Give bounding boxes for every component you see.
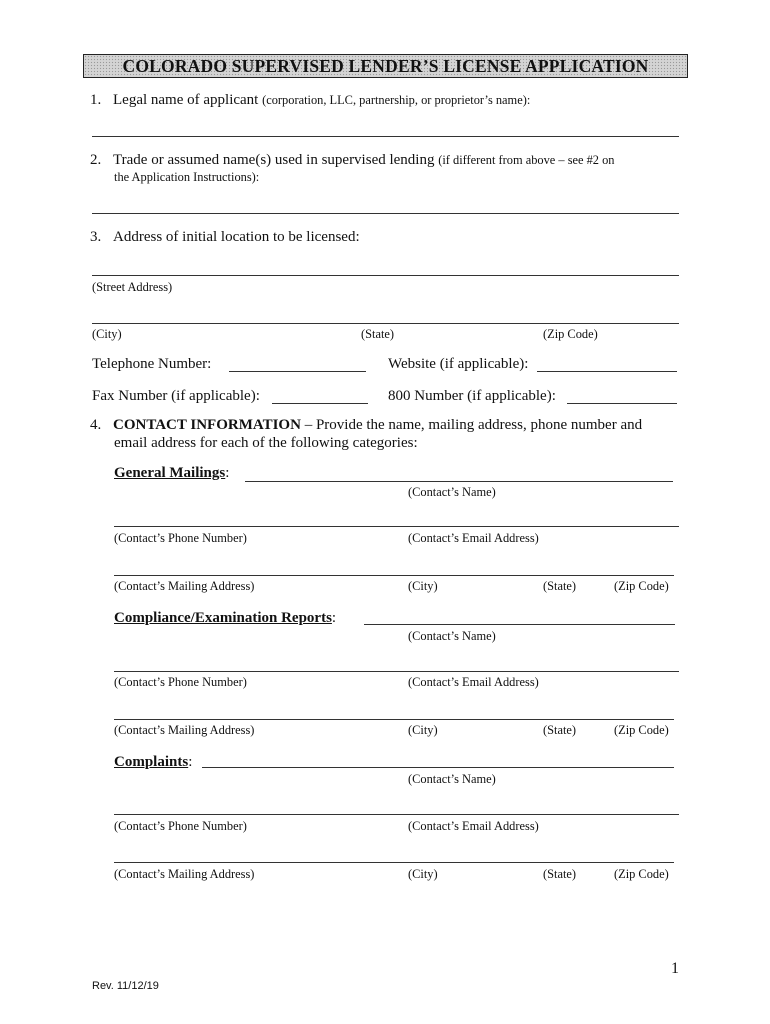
tollfree-label: 800 Number (if applicable): [388,388,556,404]
question-3-label [90,229,360,246]
question-4-label [90,417,642,434]
telephone-field[interactable] [229,371,366,372]
compliance-address-field[interactable] [114,719,674,720]
contact-mailing-label: (Contact’s Mailing Address) [114,723,255,737]
question-4-number: 4. [90,417,102,433]
general-mailings-phone-email-field[interactable] [114,526,679,527]
category-compliance-reports: Compliance/Examination Reports: [114,610,337,626]
form-title: COLORADO SUPERVISED LENDER’S LICENSE APPLICATION [83,54,688,78]
contact-email-label: (Contact’s Email Address) [408,819,539,833]
question-2-note: (if different from above – see #2 on [438,153,615,167]
zip-label: (Zip Code) [614,723,669,737]
revision-date: Rev. 11/12/19 [92,980,159,992]
general-mailings-address-field[interactable] [114,575,674,576]
question-2-text: Trade or assumed name(s) used in supervised lending [113,152,435,168]
tollfree-field[interactable] [567,403,677,404]
contact-email-label: (Contact’s Email Address) [408,531,539,545]
fax-label: Fax Number (if applicable): [92,388,260,404]
city-state-zip-field[interactable] [92,323,679,324]
website-field[interactable] [537,371,677,372]
question-4-heading: CONTACT INFORMATION [113,417,301,433]
complaints-address-field[interactable] [114,862,674,863]
complaints-name-field[interactable] [202,767,674,768]
website-label: Website (if applicable): [388,356,529,372]
state-label: (State) [543,579,577,593]
state-label: (State) [361,327,395,341]
city-label: (City) [408,723,438,737]
category-general-mailings: General Mailings: [114,465,230,481]
compliance-phone-email-field[interactable] [114,671,679,672]
zip-label: (Zip Code) [543,327,598,341]
general-mailings-name-field[interactable] [245,481,673,482]
compliance-name-field[interactable] [364,624,675,625]
street-address-field[interactable] [92,275,679,276]
question-1-note: (corporation, LLC, partnership, or proprietor’s name): [262,93,531,107]
question-4-text: – Provide the name, mailing address, phone number and [304,417,643,433]
city-label: (City) [408,867,438,881]
fax-field[interactable] [272,403,368,404]
city-label: (City) [92,327,122,341]
contact-phone-label: (Contact’s Phone Number) [114,531,247,545]
category-complaints: Complaints: [114,754,193,770]
contact-phone-label: (Contact’s Phone Number) [114,675,247,689]
page-number: 1 [671,960,679,977]
zip-label: (Zip Code) [614,867,669,881]
question-1-label [90,92,530,109]
telephone-label: Telephone Number: [92,356,212,372]
state-label: (State) [543,867,577,881]
question-3-number: 3. [90,229,102,245]
question-2-label [90,152,615,169]
question-4-text-line-2: email address for each of the following categories: [114,435,418,451]
zip-label: (Zip Code) [614,579,669,593]
question-2-note-line-2: the Application Instructions): [114,170,260,184]
contact-mailing-label: (Contact’s Mailing Address) [114,579,255,593]
question-3-text: Address of initial location to be licensed: [113,229,360,245]
question-1-text: Legal name of applicant [113,92,259,108]
contact-mailing-label: (Contact’s Mailing Address) [114,867,255,881]
question-2-number: 2. [90,152,102,168]
contact-name-label: (Contact’s Name) [408,772,496,786]
contact-name-label: (Contact’s Name) [408,485,496,499]
street-address-label: (Street Address) [92,280,173,294]
question-1-number: 1. [90,92,102,108]
city-label: (City) [408,579,438,593]
contact-phone-label: (Contact’s Phone Number) [114,819,247,833]
contact-email-label: (Contact’s Email Address) [408,675,539,689]
trade-name-field[interactable] [92,213,679,214]
complaints-phone-email-field[interactable] [114,814,679,815]
contact-name-label: (Contact’s Name) [408,629,496,643]
legal-name-field[interactable] [92,136,679,137]
state-label: (State) [543,723,577,737]
